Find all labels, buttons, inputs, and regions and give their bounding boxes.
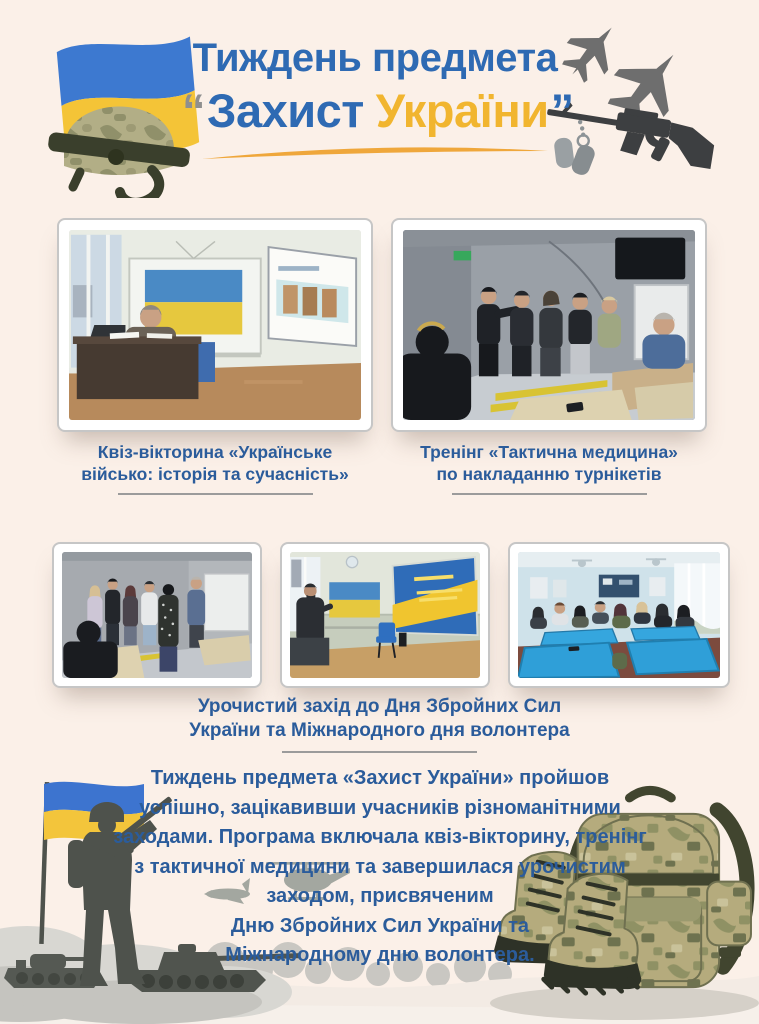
caption-quiz bbox=[57, 441, 373, 495]
photo-students-desks bbox=[508, 542, 730, 688]
title-word-yellow: України bbox=[375, 84, 549, 137]
photo-quiz-classroom bbox=[57, 218, 373, 432]
title-line1: Тиждень предмета bbox=[192, 36, 558, 80]
caption-training-line2: по накладанню турнікетів bbox=[436, 464, 662, 484]
caption-rule bbox=[118, 493, 313, 495]
summary-line: заходами. Програма включала квіз-вікторину, тренінг bbox=[113, 826, 647, 848]
summary-line: Дню Збройних Сил України та bbox=[230, 914, 530, 937]
volunteer-day-scene bbox=[290, 552, 480, 678]
summary-line: заходом, присвяченим bbox=[266, 885, 494, 907]
summary-line: успішно, зацікавивши учасників різноманітними bbox=[139, 796, 621, 819]
summary-line: Міжнародному дню волонтера. bbox=[225, 944, 535, 966]
photo-volunteer-day bbox=[280, 542, 490, 688]
caption-ceremony-line2: України та Міжнародного дня волонтера bbox=[189, 720, 570, 741]
photo-tactical-medicine bbox=[391, 218, 707, 432]
ukraine-flag-helmet-icon bbox=[34, 16, 206, 198]
caption-ceremony bbox=[0, 695, 759, 753]
caption-rule bbox=[282, 751, 477, 753]
students-standing-scene bbox=[62, 552, 252, 678]
summary-line: з тактичної медицини та завершилася урочистим bbox=[134, 855, 626, 878]
summary-paragraph bbox=[92, 764, 668, 971]
caption-quiz-line1: Квіз-вікторина «Українське bbox=[97, 442, 333, 462]
poster-title bbox=[182, 34, 574, 162]
caption-quiz-line2: військо: історія та сучасність» bbox=[81, 464, 349, 484]
caption-training bbox=[391, 441, 707, 495]
caption-training-line1: Тренінг «Тактична медицина» bbox=[420, 442, 678, 462]
quiz-classroom-scene bbox=[69, 230, 361, 420]
yellow-swoosh-underline bbox=[199, 144, 551, 162]
tactical-medicine-scene bbox=[403, 230, 695, 420]
title-word-blue: Захист bbox=[207, 84, 364, 137]
students-desks-scene bbox=[518, 552, 720, 678]
caption-ceremony-line1: Урочистий захід до Дня Збройних Сил bbox=[197, 696, 562, 717]
quote-close: ” bbox=[550, 84, 574, 137]
photo-students-standing bbox=[52, 542, 262, 688]
title-line2 bbox=[182, 82, 574, 140]
summary-line: Тиждень предмета «Захист України» пройшов bbox=[150, 767, 610, 789]
caption-rule bbox=[452, 493, 647, 495]
quote-open: “ bbox=[182, 84, 205, 137]
